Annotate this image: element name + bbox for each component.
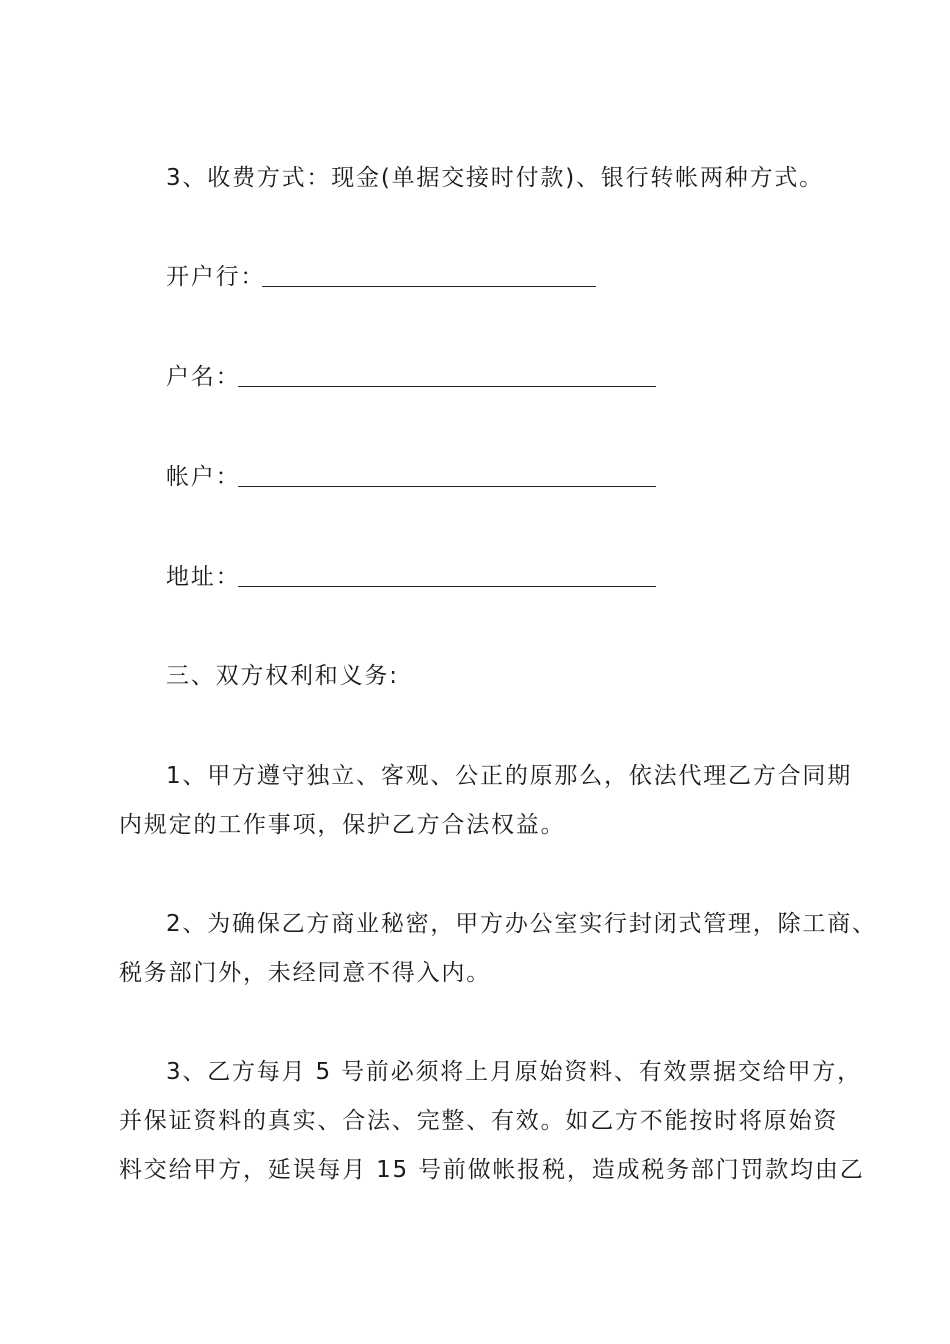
address-label: 地址：: [166, 564, 241, 590]
address-blank-line: [238, 586, 656, 587]
item3-line3: 料交给甲方，延误每月 15 号前做帐报税，造成税务部门罚款均由乙: [119, 1157, 865, 1183]
payment-method-text: 3、收费方式：现金(单据交接时付款)、银行转帐两种方式。: [166, 165, 824, 191]
item1-line2: 内规定的工作事项，保护乙方合法权益。: [119, 812, 566, 838]
item1-line1: 1、甲方遵守独立、客观、公正的原那么，依法代理乙方合同期: [166, 763, 853, 789]
account-name-label: 户名：: [166, 364, 241, 390]
account-number-blank-line: [238, 486, 656, 487]
section-heading: 三、双方权利和义务:: [166, 663, 399, 689]
account-name-blank-line: [238, 386, 656, 387]
item3-line1: 3、乙方每月 5 号前必须将上月原始资料、有效票据交给甲方，: [166, 1059, 862, 1085]
bank-field: [166, 262, 265, 292]
address-field: [166, 562, 240, 592]
account-number-label: 帐户：: [166, 464, 241, 490]
item3-line2: 并保证资料的真实、合法、完整、有效。如乙方不能按时将原始资: [119, 1108, 839, 1134]
item2-line2: 税务部门外，未经同意不得入内。: [119, 960, 491, 986]
bank-label: 开户行：: [166, 264, 266, 290]
item2-line1: 2、为确保乙方商业秘密，甲方办公室实行封闭式管理，除工商、: [166, 911, 877, 937]
account-number-field: [166, 462, 240, 492]
bank-blank-line: [262, 286, 596, 287]
account-name-field: [166, 362, 240, 392]
